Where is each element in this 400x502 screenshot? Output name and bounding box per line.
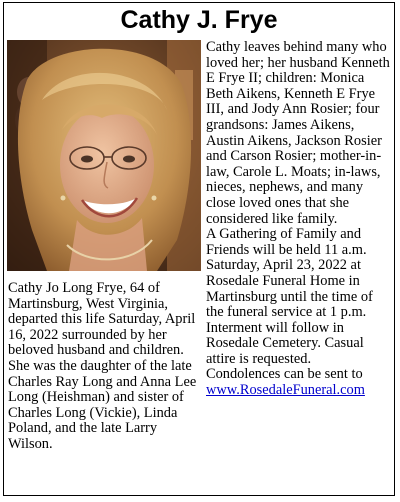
condolences-text: Condolences can be sent to xyxy=(206,366,363,383)
intro-paragraph: Cathy Jo Long Frye, 64 of Martinsburg, West Virginia, departed this life Saturday, April 16, 2022 surrounded by her beloved husband and children. xyxy=(8,280,196,359)
survivors-paragraph: Cathy leaves behind many who loved her; her husband Kenneth E Frye II; children: Monica Beth Aikens, Kenneth E Frye III, and Jody Ann Rosier; four grandsons: James Aikens, Austin Aikens, Jackson Rosier and Carson Rosier; mother-in-law, Carole L. Moats; in-laws, nieces, nephews, and many close loved ones that she considered like family. xyxy=(206,39,390,227)
portrait-photo xyxy=(7,40,201,271)
right-text-column xyxy=(206,40,392,399)
portrait-photo-art xyxy=(7,40,201,271)
funeral-home-link[interactable]: www.RosedaleFuneral.com xyxy=(206,382,365,399)
left-text-column xyxy=(8,281,200,453)
obituary-notice xyxy=(3,2,395,496)
service-paragraph: A Gathering of Family and Friends will be held 11 a.m. Saturday, April 23, 2022 at Rosedale Funeral Home in Martinsburg until the time of the funeral service at 1 p.m. Interment will follow in Rosedale Cemetery. Casual attire is requested. xyxy=(206,226,373,367)
obituary-title: Cathy J. Frye xyxy=(120,6,278,34)
family-paragraph: She was the daughter of the late Charles Ray Long and Anna Lee Long (Heishman) and sister of Charles Long (Vickie), Linda Poland, and the late Larry Wilson. xyxy=(8,357,197,452)
condolences-paragraph xyxy=(206,367,392,398)
